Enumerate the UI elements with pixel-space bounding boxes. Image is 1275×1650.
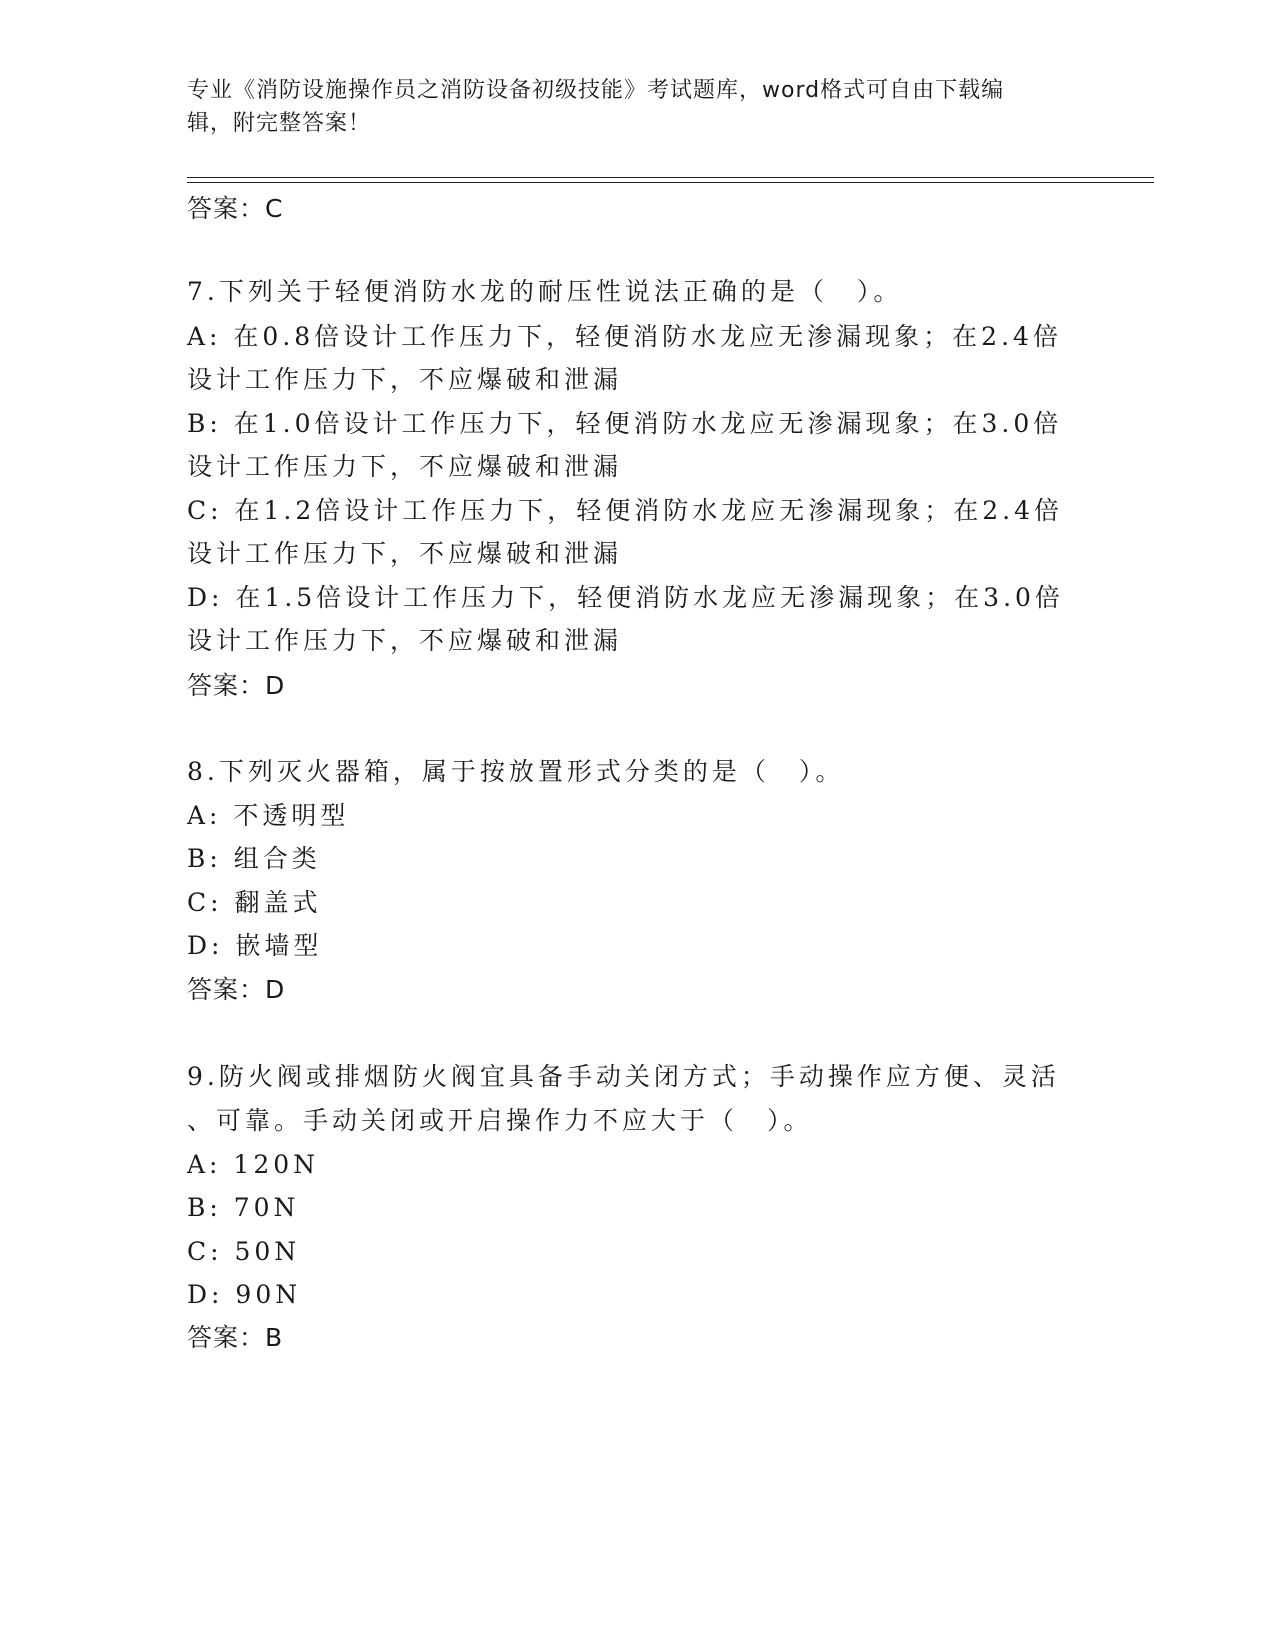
header-divider-top [187,177,1154,178]
option-d: D: 嵌墙型 [187,931,323,960]
option-a: A: 不透明型 [187,801,350,830]
option-b-cont: 设计工作压力下，不应爆破和泄漏 [187,452,623,481]
previous-answer: 答案：C [187,194,284,223]
option-c-cont: 设计工作压力下，不应爆破和泄漏 [187,539,623,568]
option-d-cont: 设计工作压力下，不应爆破和泄漏 [187,626,623,655]
question-stem: 7.下列关于轻便消防水龙的耐压性说法正确的是（ ）。 [187,277,903,306]
option-a: A: 在0.8倍设计工作压力下，轻便消防水龙应无渗漏现象；在2.4倍 [187,322,1062,351]
question-stem: 8.下列灭火器箱，属于按放置形式分类的是（ ）。 [187,757,845,786]
header-line-2: 辑，附完整答案！ [187,111,372,136]
option-c: C: 50N [187,1237,301,1266]
option-b: B: 组合类 [187,844,321,873]
header-line-1: 专业《消防设施操作员之消防设备初级技能》考试题库，word格式可自由下载编 [187,78,1005,103]
option-d: D: 在1.5倍设计工作压力下，轻便消防水龙应无渗漏现象；在3.0倍 [187,583,1064,612]
option-b: B: 在1.0倍设计工作压力下，轻便消防水龙应无渗漏现象；在3.0倍 [187,409,1063,438]
header-divider-bottom [187,182,1154,183]
option-c: C: 翻盖式 [187,888,322,917]
option-a: A: 120N [187,1150,320,1179]
answer: 答案：D [187,671,286,700]
option-c: C: 在1.2倍设计工作压力下，轻便消防水龙应无渗漏现象；在2.4倍 [187,496,1064,525]
answer: 答案：B [187,1323,284,1352]
option-a-cont: 设计工作压力下，不应爆破和泄漏 [187,365,623,394]
option-d: D: 90N [187,1280,302,1309]
document-header [187,74,1067,140]
option-b: B: 70N [187,1193,300,1222]
question-stem-cont: 、可靠。手动关闭或开启操作力不应大于（ ）。 [187,1106,813,1135]
question-stem: 9.防火阀或排烟防火阀宜具备手动关闭方式；手动操作应方便、灵活 [187,1062,1060,1091]
answer: 答案：D [187,975,286,1004]
